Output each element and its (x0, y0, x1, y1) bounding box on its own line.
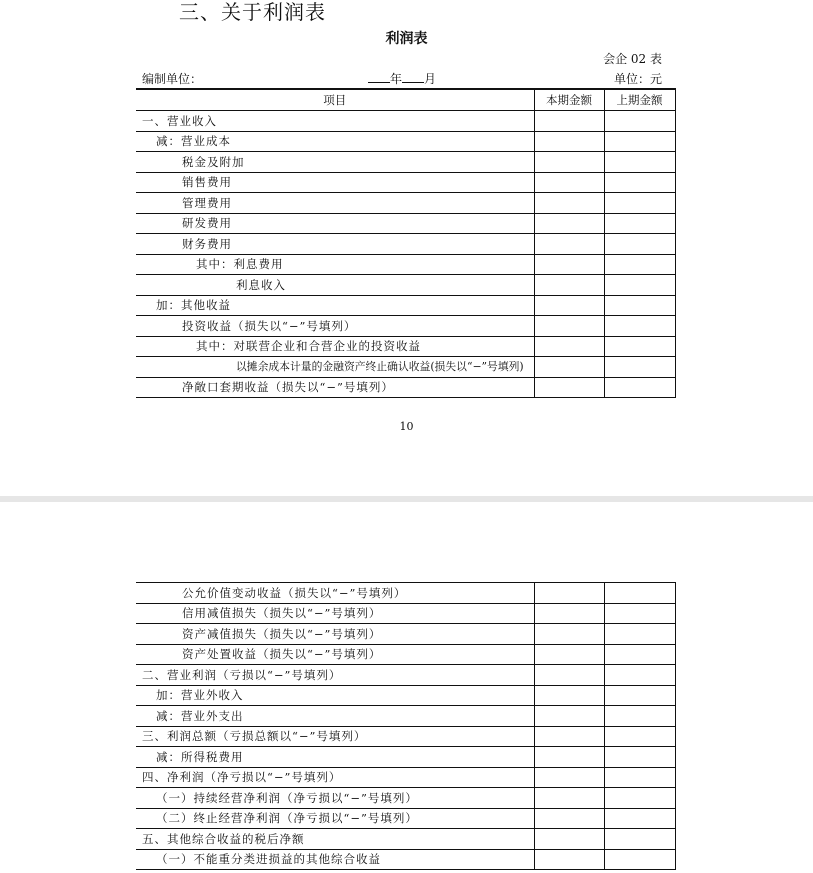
income-statement-title: 利润表 (385, 31, 428, 47)
previous-amount-cell (604, 685, 675, 706)
table-row (136, 336, 675, 357)
current-amount-cell (534, 665, 604, 686)
section-title: 三、关于利润表 (179, 0, 326, 24)
previous-amount-cell (604, 726, 675, 747)
previous-amount-cell (604, 665, 675, 686)
month-label: 月 (424, 72, 437, 86)
table-row (136, 808, 675, 829)
table-row (136, 234, 675, 255)
current-amount-cell (534, 213, 604, 234)
current-amount-cell (534, 275, 604, 296)
document-page-2 (0, 502, 813, 873)
table-body (136, 111, 675, 398)
table-row (136, 706, 675, 727)
row-label: 四、净利润（净亏损以“−”号填列） (136, 767, 534, 788)
current-amount-cell (534, 254, 604, 275)
current-amount-cell (534, 295, 604, 316)
previous-amount-cell (604, 808, 675, 829)
row-label: 以摊余成本计量的金融资产终止确认收益(损失以“−”号填列) (136, 357, 534, 378)
previous-amount-cell (604, 644, 675, 665)
table-row (136, 583, 675, 604)
previous-amount-cell (604, 193, 675, 214)
row-label: 信用减值损失（损失以“−”号填列） (136, 603, 534, 624)
previous-amount-cell (604, 234, 675, 255)
table-row (136, 685, 675, 706)
row-label: 五、其他综合收益的税后净额 (136, 829, 534, 850)
year-blank (368, 71, 390, 83)
reporting-period (368, 70, 436, 87)
current-amount-cell (534, 336, 604, 357)
table-body (136, 583, 675, 870)
page-number: 10 (399, 420, 414, 433)
previous-amount-cell (604, 849, 675, 870)
table-row (136, 111, 675, 132)
current-amount-cell (534, 644, 604, 665)
current-amount-cell (534, 624, 604, 645)
previous-amount-cell (604, 603, 675, 624)
table-row (136, 747, 675, 768)
current-amount-cell (534, 152, 604, 173)
row-label: 净敞口套期收益（损失以“−”号填列） (136, 377, 534, 398)
row-label: 资产减值损失（损失以“−”号填列） (136, 624, 534, 645)
current-amount-cell (534, 111, 604, 132)
current-amount-cell (534, 131, 604, 152)
row-label: 投资收益（损失以“−”号填列） (136, 316, 534, 337)
previous-amount-cell (604, 213, 675, 234)
table-row (136, 624, 675, 645)
row-label: 减：营业成本 (136, 131, 534, 152)
income-statement-table (136, 88, 676, 398)
form-code: 会企 02 表 (603, 52, 662, 66)
previous-amount-cell (604, 583, 675, 604)
row-label: 销售费用 (136, 172, 534, 193)
table-row (136, 213, 675, 234)
current-amount-cell (534, 172, 604, 193)
row-label: （一）不能重分类进损益的其他综合收益 (136, 849, 534, 870)
table-row (136, 152, 675, 173)
previous-amount-cell (604, 829, 675, 850)
previous-amount-cell (604, 336, 675, 357)
current-amount-cell (534, 377, 604, 398)
previous-amount-cell (604, 316, 675, 337)
row-label: 减：所得税费用 (136, 747, 534, 768)
table-row (136, 316, 675, 337)
current-amount-cell (534, 747, 604, 768)
header-current-period: 本期金额 (534, 89, 604, 111)
current-amount-cell (534, 603, 604, 624)
table-row (136, 172, 675, 193)
currency-unit: 单位：元 (613, 72, 662, 86)
row-label: 三、利润总额（亏损总额以“−”号填列） (136, 726, 534, 747)
table-row (136, 357, 675, 378)
previous-amount-cell (604, 254, 675, 275)
current-amount-cell (534, 808, 604, 829)
row-label: 加：其他收益 (136, 295, 534, 316)
row-label: 加：营业外收入 (136, 685, 534, 706)
table-row (136, 275, 675, 296)
previous-amount-cell (604, 152, 675, 173)
previous-amount-cell (604, 788, 675, 809)
table-row (136, 193, 675, 214)
current-amount-cell (534, 357, 604, 378)
row-label: 财务费用 (136, 234, 534, 255)
previous-amount-cell (604, 295, 675, 316)
row-label: 资产处置收益（损失以“−”号填列） (136, 644, 534, 665)
income-statement-table-continued (136, 582, 676, 870)
row-label: 其中：对联营企业和合营企业的投资收益 (136, 336, 534, 357)
table-row (136, 767, 675, 788)
previous-amount-cell (604, 275, 675, 296)
current-amount-cell (534, 583, 604, 604)
current-amount-cell (534, 193, 604, 214)
previous-amount-cell (604, 172, 675, 193)
table-row (136, 849, 675, 870)
row-label: 一、营业收入 (136, 111, 534, 132)
table-row (136, 829, 675, 850)
table-row (136, 644, 675, 665)
row-label: （一）持续经营净利润（净亏损以“−”号填列） (136, 788, 534, 809)
current-amount-cell (534, 706, 604, 727)
table-row (136, 295, 675, 316)
month-blank (402, 71, 424, 83)
row-label: 公允价值变动收益（损失以“−”号填列） (136, 583, 534, 604)
table-header-row (136, 89, 675, 111)
table-row (136, 603, 675, 624)
table-row (136, 254, 675, 275)
current-amount-cell (534, 767, 604, 788)
current-amount-cell (534, 829, 604, 850)
current-amount-cell (534, 316, 604, 337)
row-label: 管理费用 (136, 193, 534, 214)
table-row (136, 726, 675, 747)
previous-amount-cell (604, 624, 675, 645)
previous-amount-cell (604, 377, 675, 398)
table-row (136, 131, 675, 152)
preparer-unit-label: 编制单位： (142, 72, 203, 86)
current-amount-cell (534, 788, 604, 809)
table-row (136, 377, 675, 398)
current-amount-cell (534, 849, 604, 870)
table-row (136, 665, 675, 686)
previous-amount-cell (604, 706, 675, 727)
row-label: 利息收入 (136, 275, 534, 296)
row-label: （二）终止经营净利润（净亏损以“−”号填列） (136, 808, 534, 829)
header-previous-period: 上期金额 (604, 89, 675, 111)
previous-amount-cell (604, 767, 675, 788)
row-label: 二、营业利润（亏损以“−”号填列） (136, 665, 534, 686)
previous-amount-cell (604, 131, 675, 152)
current-amount-cell (534, 685, 604, 706)
header-item: 项目 (136, 89, 534, 111)
table-row (136, 788, 675, 809)
current-amount-cell (534, 726, 604, 747)
previous-amount-cell (604, 357, 675, 378)
current-amount-cell (534, 234, 604, 255)
previous-amount-cell (604, 747, 675, 768)
year-label: 年 (390, 72, 403, 86)
row-label: 减：营业外支出 (136, 706, 534, 727)
previous-amount-cell (604, 111, 675, 132)
row-label: 研发费用 (136, 213, 534, 234)
row-label: 税金及附加 (136, 152, 534, 173)
row-label: 其中：利息费用 (136, 254, 534, 275)
